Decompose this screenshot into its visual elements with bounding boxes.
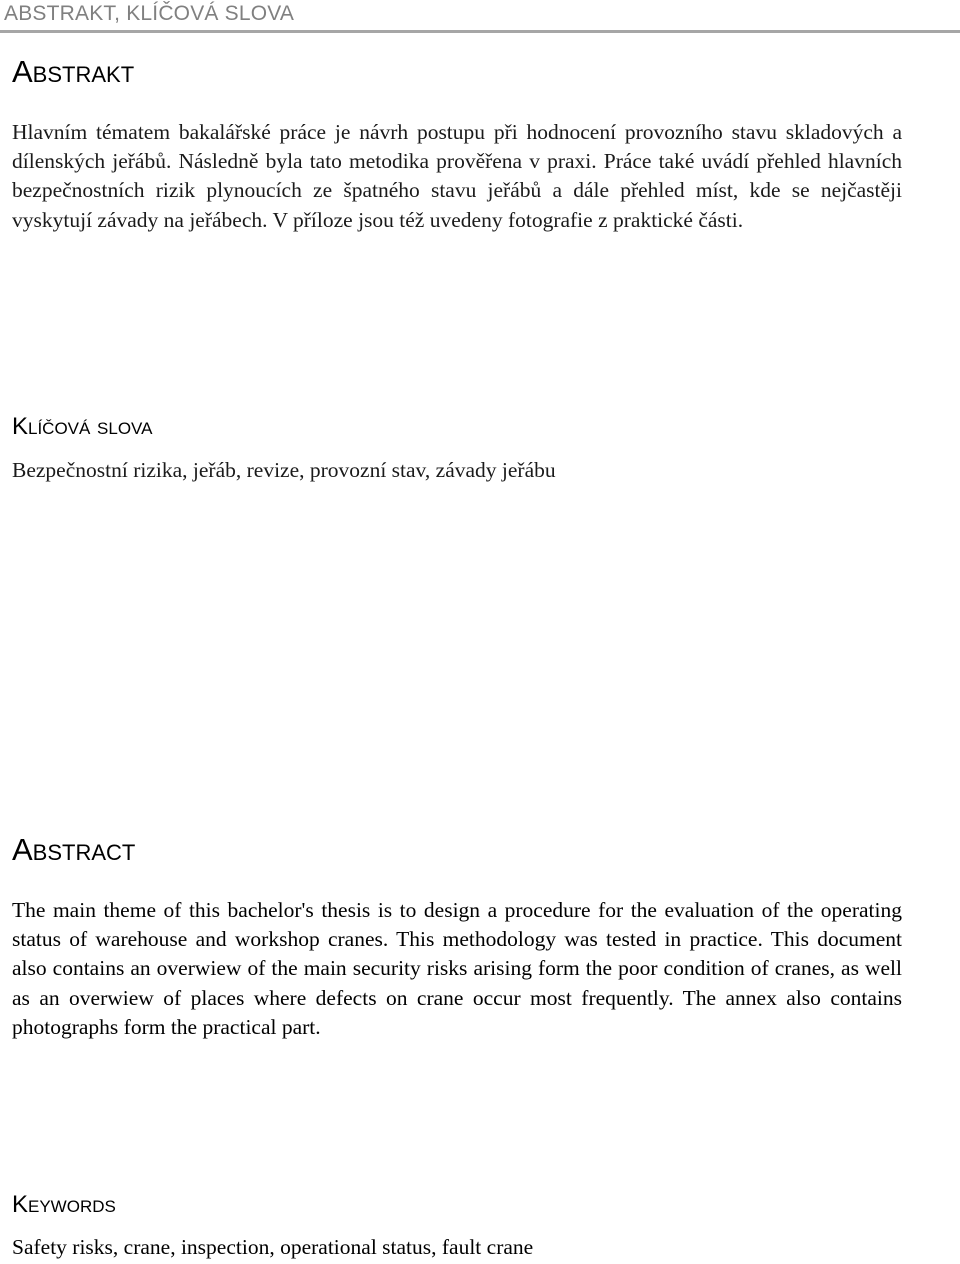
klicova-slova-heading: Klíčová slova: [12, 413, 153, 440]
abstract-text: The main theme of this bachelor's thesis is to design a procedure for the evaluation of the operating status of warehouse and workshop cranes. This methodology was tested in practice. This document also contains an overwiew of the main security risks arising form the poor condition of cranes, as well as an overwiew of places where defects on crane occur most frequently. The annex also contains photographs form the practical part.: [12, 898, 902, 1039]
abstract-heading: Abstract: [12, 832, 136, 867]
abstrakt-text: Hlavním tématem bakalářské práce je návrh postupu při hodnocení provozního stavu skladových a dílenských jeřábů. Následně byla tato metodika prověřena v praxi. Práce také uvádí přehled hlavních bezpečnostních rizik plynoucích ze špatného stavu jeřábů a dále přehled míst, kde se nejčastěji vyskytují závady na jeřábech. V příloze jsou též uvedeny fotografie z praktické části.: [12, 120, 902, 232]
keywords-heading: Keywords: [12, 1191, 116, 1218]
running-header: ABSTRAKT, KLÍČOVÁ SLOVA: [4, 2, 295, 25]
klicova-slova-text: Bezpečnostní rizika, jeřáb, revize, provozní stav, závady jeřábu: [12, 458, 556, 482]
abstrakt-heading: Abstrakt: [12, 54, 135, 89]
keywords-text: Safety risks, crane, inspection, operational status, fault crane: [12, 1235, 534, 1259]
header-rule: [0, 30, 960, 33]
